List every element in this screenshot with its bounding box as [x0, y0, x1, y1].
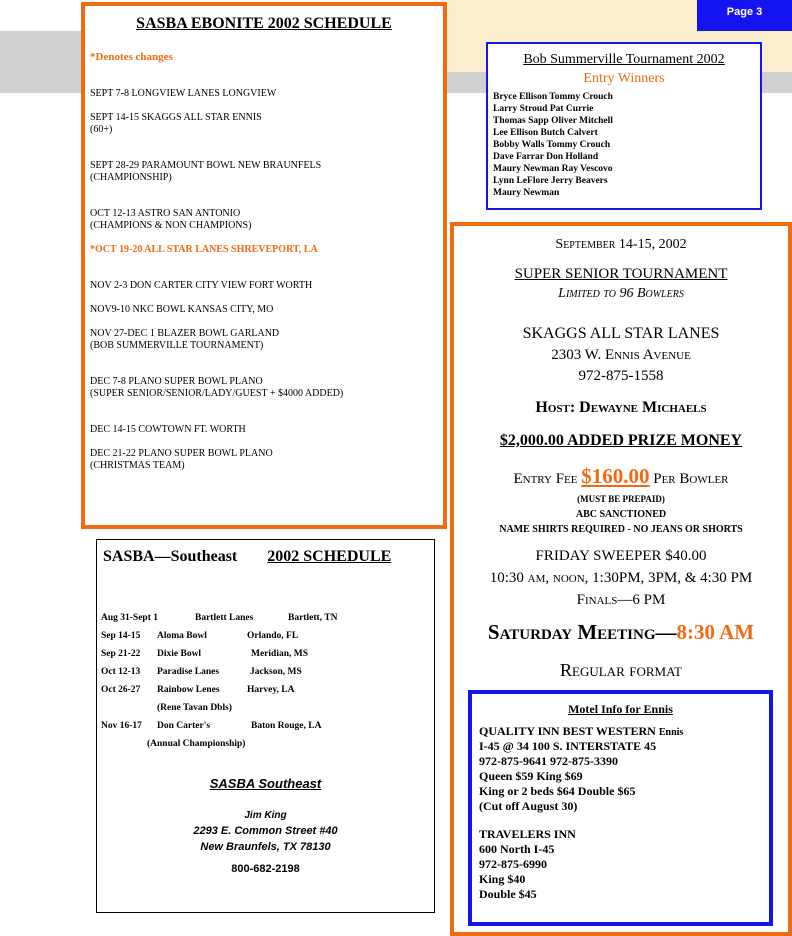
contact-city: New Braunfels, TX 78130	[200, 841, 331, 853]
bowler-limit: Limited to 96 Bowlers	[558, 286, 684, 301]
ebonite-schedule-box	[81, 2, 447, 529]
table-row: Orlando, FL	[247, 631, 299, 641]
table-row: Don Carter's	[157, 721, 211, 731]
table-row: Aloma Bowl	[157, 631, 207, 641]
southeast-schedule-box	[96, 539, 435, 913]
tournament-host: Host: Dewayne Michaels	[535, 399, 707, 416]
schedule-line-changed: *OCT 19-20 ALL STAR LANES SHREVEPORT, LA	[90, 244, 318, 255]
motel-line: King or 2 beds $64 Double $65	[479, 784, 636, 798]
venue-phone: 972-875-1558	[578, 368, 664, 384]
contact-street: 2293 E. Common Street #40	[193, 825, 338, 837]
list-item: Lynn LeFlore Jerry Beavers	[493, 176, 608, 186]
schedule-line: DEC 7-8 PLANO SUPER BOWL PLANO	[90, 376, 263, 387]
schedule-line: (CHAMPIONSHIP)	[90, 172, 172, 183]
list-item: Maury Newman	[493, 188, 560, 198]
southeast-title	[103, 548, 391, 566]
org-name: SASBA Southeast	[209, 776, 322, 791]
schedule-line: SEPT 7-8 LONGVIEW LANES LONGVIEW	[90, 88, 277, 99]
entry-fee-label: Entry Fee	[513, 471, 578, 487]
schedule-line: NOV 2-3 DON CARTER CITY VIEW FORT WORTH	[90, 280, 313, 291]
finals-time: Finals—6 PM	[576, 592, 666, 608]
schedule-line: (CHAMPIONS & NON CHAMPIONS)	[90, 220, 252, 231]
contact-phone: 800-682-2198	[231, 863, 300, 875]
southeast-title-right: 2002 SCHEDULE	[267, 548, 392, 565]
table-row: Paradise Lanes	[157, 667, 220, 677]
prize-money: $2,000.00 ADDED PRIZE MONEY	[499, 432, 743, 449]
southeast-title-left: SASBA—Southeast	[103, 548, 238, 565]
winners-list	[493, 91, 613, 199]
list-item: Thomas Sapp Oliver Mitchell	[493, 116, 613, 126]
entry-fee	[454, 464, 788, 489]
meeting-time: 8:30 AM	[676, 620, 755, 644]
schedule-line: (BOB SUMMERVILLE TOURNAMENT)	[90, 340, 264, 351]
schedule-line: (CHRISTMAS TEAM)	[90, 460, 185, 471]
schedule-line: DEC 21-22 PLANO SUPER BOWL PLANO	[90, 448, 273, 459]
motel-line: (Cut off August 30)	[479, 799, 578, 813]
sanction-note: ABC SANCTIONED	[575, 509, 667, 520]
table-row: Sep 21-22	[101, 649, 141, 659]
motel-line: King $40	[479, 872, 526, 886]
venue-name: SKAGGS ALL STAR LANES	[522, 325, 720, 342]
venue-address: 2303 W. Ennis Avenue	[551, 347, 691, 363]
schedule-line: (60+)	[90, 124, 113, 135]
meeting-label: Saturday Meeting—	[487, 620, 677, 644]
table-row: Bartlett Lanes	[195, 613, 254, 623]
prepaid-note: (MUST BE PREPAID)	[577, 494, 665, 504]
table-row: Jackson, MS	[250, 667, 302, 677]
ebonite-title: SASBA EBONITE 2002 SCHEDULE	[136, 15, 392, 32]
schedule-line: SEPT 14-15 SKAGGS ALL STAR ENNIS	[90, 112, 262, 123]
table-row: Bartlett, TN	[288, 613, 338, 623]
schedule-line: NOV9-10 NKC BOWL KANSAS CITY, MO	[90, 304, 274, 315]
table-row: Aug 31-Sept 1	[101, 613, 159, 623]
saturday-meeting	[454, 620, 788, 645]
page-number: Page 3	[697, 0, 792, 31]
tournament-title: SUPER SENIOR TOURNAMENT	[514, 266, 728, 282]
rene-note: (Rene Tavan Dbls)	[157, 703, 232, 713]
list-item: Larry Stroud Pat Currie	[493, 104, 594, 114]
super-senior-box	[450, 222, 792, 936]
changes-note: *Denotes changes	[90, 51, 173, 63]
motel-line: 600 North I-45	[479, 842, 555, 856]
list-item: Lee Ellison Butch Calvert	[493, 128, 598, 138]
table-row: Oct 12-13	[101, 667, 141, 677]
summerville-title: Bob Summerville Tournament 2002	[523, 52, 725, 67]
dress-code: NAME SHIRTS REQUIRED - NO JEANS OR SHORTS	[499, 524, 743, 535]
table-row: Nov 16-17	[101, 721, 142, 731]
list-item: Bryce Ellison Tommy Crouch	[493, 92, 613, 102]
sweeper-times: 10:30 am, noon, 1:30PM, 3PM, & 4:30 PM	[489, 570, 753, 586]
motel-line: QUALITY INN BEST WESTERN Ennis	[479, 724, 684, 738]
motel-line: Double $45	[479, 887, 537, 901]
motel-title: Motel Info for Ennis	[568, 702, 673, 716]
motel-line: I-45 @ 34 100 S. INTERSTATE 45	[479, 739, 657, 753]
motel-line: TRAVELERS INN	[479, 827, 576, 841]
motel-info-box	[468, 690, 773, 926]
schedule-line: NOV 27-DEC 1 BLAZER BOWL GARLAND	[90, 328, 280, 339]
list-item: Dave Farrar Don Holland	[493, 152, 599, 162]
annual-note: (Annual Championship)	[147, 739, 246, 749]
motel-line: 972-875-6990	[479, 857, 547, 871]
list-item: Bobby Walls Tommy Crouch	[493, 140, 611, 150]
contact-name: Jim King	[244, 810, 287, 821]
motel-line: Queen $59 King $69	[479, 769, 583, 783]
table-row: Oct 26-27	[101, 685, 141, 695]
tournament-date: September 14-15, 2002	[555, 237, 687, 252]
entry-fee-suffix: Per Bowler	[653, 471, 729, 487]
schedule-line: SEPT 28-29 PARAMOUNT BOWL NEW BRAUNFELS	[90, 160, 322, 171]
list-item: Maury Newman Ray Vescovo	[493, 164, 613, 174]
table-row: Baton Rouge, LA	[251, 721, 322, 731]
schedule-line: DEC 14-15 COWTOWN FT. WORTH	[90, 424, 246, 435]
table-row: Dixie Bowl	[157, 649, 202, 659]
schedule-line: OCT 12-13 ASTRO SAN ANTONIO	[90, 208, 241, 219]
table-row: Harvey, LA	[247, 685, 295, 695]
table-row: Rainbow Lenes	[157, 685, 220, 695]
summerville-subtitle: Entry Winners	[583, 71, 665, 86]
friday-sweeper: FRIDAY SWEEPER $40.00	[535, 548, 707, 564]
entry-fee-amount: $160.00	[581, 464, 650, 488]
table-row: Meridian, MS	[251, 649, 308, 659]
summerville-winners-box	[486, 42, 762, 210]
table-row: Sep 14-15	[101, 631, 141, 641]
motel-line-city: Ennis	[658, 727, 684, 738]
tournament-format: Regular format	[560, 660, 682, 680]
motel-line: 972-875-9641 972-875-3390	[479, 754, 618, 768]
schedule-line: (SUPER SENIOR/SENIOR/LADY/GUEST + $4000 ADDED)	[90, 388, 344, 399]
